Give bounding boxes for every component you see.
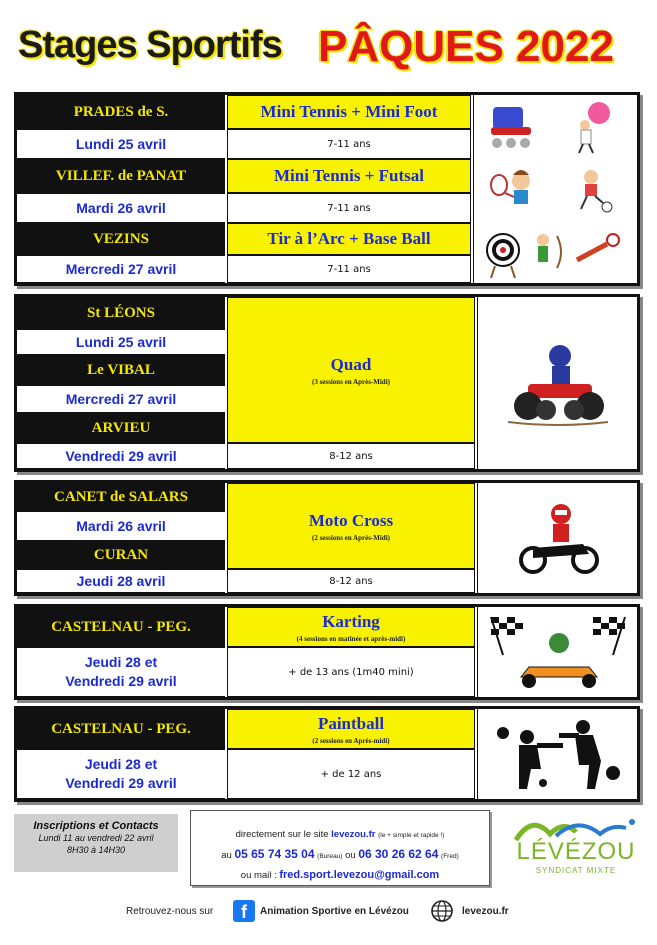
inscriptions-title: Inscriptions et Contacts	[33, 820, 159, 832]
date-mercredi-27-quad: Mercredi 27 avril	[17, 385, 225, 413]
image-quad-rider	[477, 297, 637, 469]
contact-site-pre: directement sur le site	[235, 829, 332, 840]
contact-email[interactable]: fred.sport.levezou@gmail.com	[279, 869, 440, 881]
inscriptions-box	[14, 814, 178, 872]
age-quad: 8-12 ans	[227, 443, 475, 469]
phone-bureau-label: (Bureau)	[317, 853, 343, 860]
activity-mini-tennis-foot: Mini Tennis + Mini Foot	[227, 95, 471, 129]
contact-site-line	[191, 825, 489, 845]
place-vezins: VEZINS	[17, 223, 225, 255]
date-paintball-line2: Vendredi 29 avril	[65, 775, 177, 791]
block-tennis	[14, 92, 640, 286]
date-jeudi-28-moto: Jeudi 28 avril	[17, 569, 225, 593]
inscriptions-dates: Lundi 11 au vendredi 22 avril	[38, 833, 154, 843]
place-villef: VILLEF. de PANAT	[17, 159, 225, 193]
title-stages-sportifs: Stages Sportifs	[18, 24, 282, 66]
activity-quad-label: Quad	[330, 354, 372, 374]
activity-paintball	[227, 709, 475, 749]
date-paintball	[17, 749, 225, 799]
image-archery-baseball	[473, 223, 637, 283]
block-karting	[14, 604, 640, 700]
levezou-logo	[512, 812, 640, 892]
age-karting: + de 13 ans (1m40 mini)	[227, 647, 475, 697]
globe-icon[interactable]	[430, 899, 454, 923]
activity-quad	[227, 297, 475, 443]
block-moto-cross	[14, 480, 640, 596]
contact-box	[190, 810, 490, 886]
image-paintball-players	[477, 709, 637, 799]
date-mardi-26: Mardi 26 avril	[17, 193, 225, 223]
follow-text: Retrouvez-nous sur	[126, 906, 214, 917]
place-le-vibal: Le VIBAL	[17, 355, 225, 385]
logo-subtitle: SYNDICAT MIXTE	[535, 866, 617, 875]
date-karting	[17, 647, 225, 697]
activity-moto-sessions: (2 sessions en Après-Midi)	[312, 533, 390, 542]
activity-paintball-sessions: (2 sessions en Après-midi)	[312, 736, 390, 745]
date-lundi-25: Lundi 25 avril	[17, 129, 225, 159]
image-motocross-rider	[477, 483, 637, 593]
place-st-leons: St LÉONS	[17, 297, 225, 329]
phone-bureau[interactable]: 05 65 74 35 04	[234, 847, 315, 861]
contact-site-link[interactable]: levezou.fr	[331, 829, 376, 840]
logo-name: LÉVÉZOU	[516, 838, 636, 865]
place-prades: PRADES de S.	[17, 95, 225, 129]
contact-ou: ou	[342, 850, 359, 861]
activity-mini-tennis-futsal: Mini Tennis + Futsal	[227, 159, 471, 193]
image-karting	[477, 607, 637, 697]
phone-fred-label: (Fred)	[441, 853, 459, 860]
mountain-logo-icon	[512, 812, 640, 842]
place-castelnau-paintball: CASTELNAU - PEG.	[17, 709, 225, 749]
age-moto: 8-12 ans	[227, 569, 475, 593]
date-mercredi-27: Mercredi 27 avril	[17, 255, 225, 283]
activity-karting-sessions: (4 sessions en matinée et après-midi)	[296, 634, 406, 643]
block-quad	[14, 294, 640, 472]
place-canet: CANET de SALARS	[17, 483, 225, 511]
contact-phone-line	[191, 845, 489, 866]
age-paintball: + de 12 ans	[227, 749, 475, 799]
activity-moto-label: Moto Cross	[308, 510, 394, 530]
image-tennis-foot	[473, 159, 637, 223]
activity-karting	[227, 607, 475, 647]
contact-site-note: (le + simple et rapide !)	[378, 832, 445, 839]
date-lundi-25-quad: Lundi 25 avril	[17, 329, 225, 355]
activity-moto-cross	[227, 483, 475, 569]
date-karting-line1: Jeudi 28 et	[84, 654, 158, 670]
activity-quad-sessions: (3 sessions en Après-Midi)	[312, 377, 390, 386]
date-karting-line2: Vendredi 29 avril	[65, 673, 177, 689]
contact-mail-line	[191, 866, 489, 885]
inscriptions-hours: 8H30 à 14H30	[66, 845, 126, 855]
facebook-icon[interactable]: f	[233, 900, 255, 922]
phone-fred[interactable]: 06 30 26 62 64	[358, 847, 439, 861]
date-vendredi-29-quad: Vendredi 29 avril	[17, 443, 225, 469]
title-paques-2022: PÂQUES 2022	[318, 22, 614, 71]
activity-paintball-label: Paintball	[317, 713, 385, 733]
age-row2: 7-11 ans	[227, 193, 471, 223]
place-castelnau-karting: CASTELNAU - PEG.	[17, 607, 225, 647]
activity-karting-label: Karting	[322, 611, 380, 631]
age-row1: 7-11 ans	[227, 129, 471, 159]
contact-au: au	[221, 850, 235, 861]
website-link[interactable]: levezou.fr	[462, 906, 509, 917]
block-paintball	[14, 706, 640, 802]
image-rollers-ball	[473, 95, 637, 159]
place-curan: CURAN	[17, 541, 225, 569]
contact-mail-pre: ou mail :	[240, 870, 280, 881]
place-arvieu: ARVIEU	[17, 413, 225, 443]
date-paintball-line1: Jeudi 28 et	[84, 756, 158, 772]
date-mardi-26-moto: Mardi 26 avril	[17, 511, 225, 541]
age-row3: 7-11 ans	[227, 255, 471, 283]
facebook-page-link[interactable]: Animation Sportive en Lévézou	[260, 906, 409, 917]
activity-tir-arc-baseball: Tir à l’Arc + Base Ball	[227, 223, 471, 255]
